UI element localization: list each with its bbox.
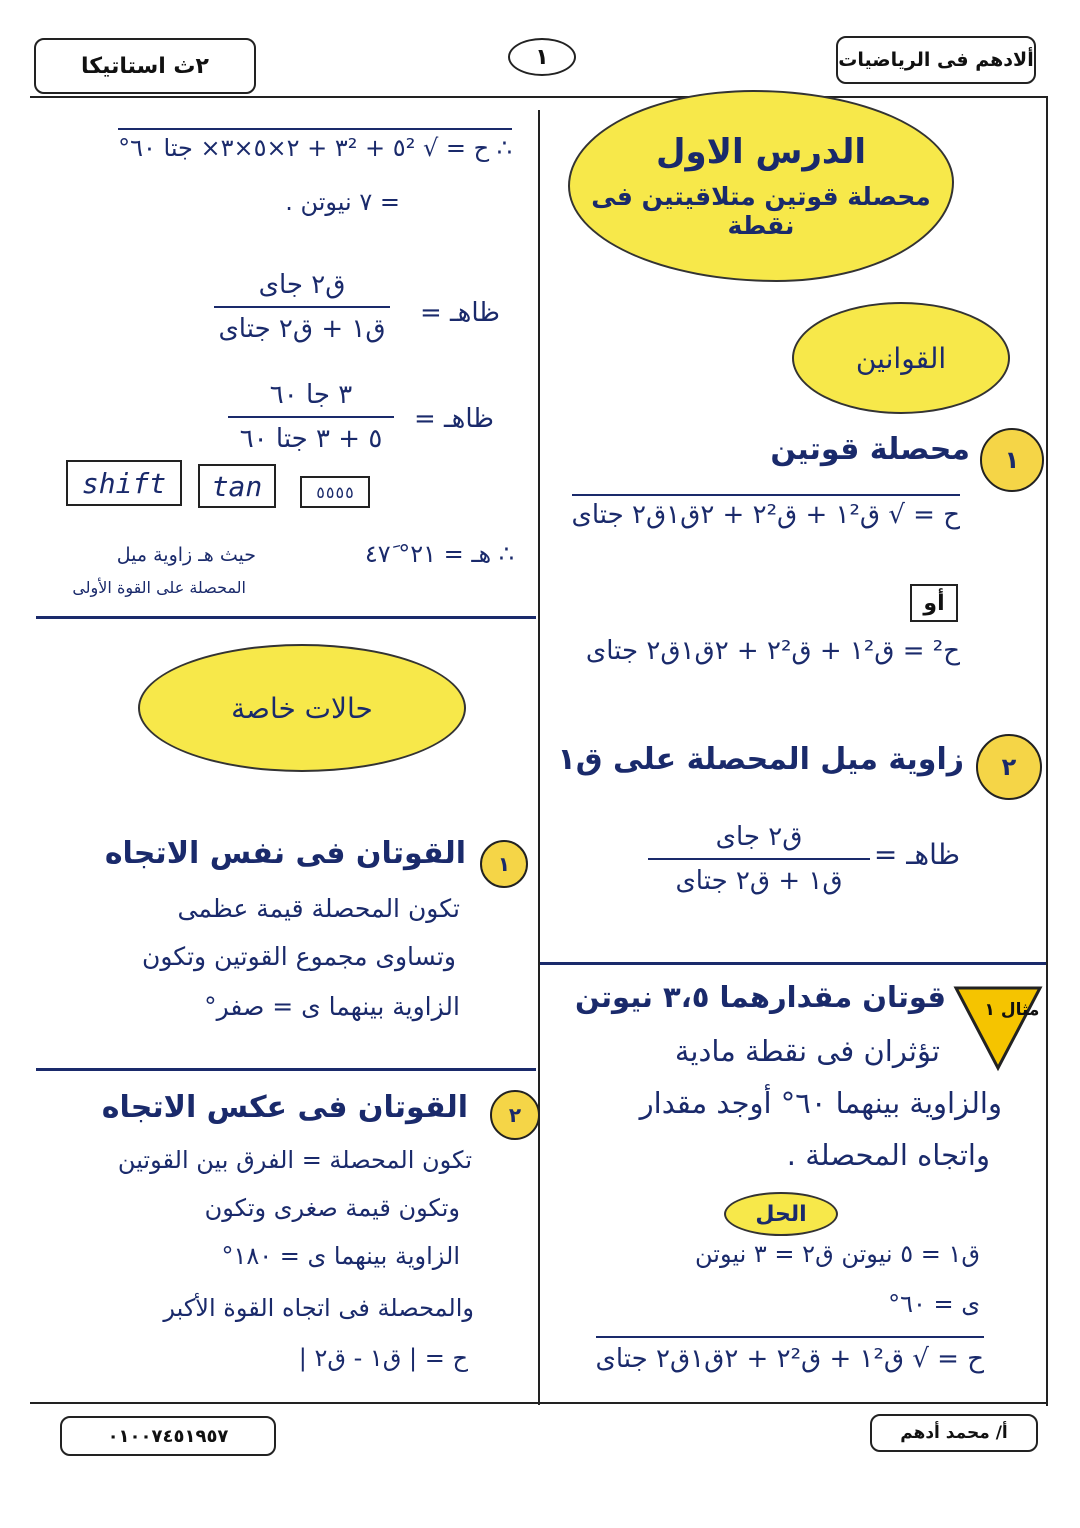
page-number-oval xyxy=(508,38,576,76)
law1-formula-squared: ح² = ق١² + ق٢² + ٢ق١ق٢ جتاى xyxy=(585,636,960,666)
law2-lhs: ظاهـ = xyxy=(873,838,960,871)
calc-line-1: ∴ ح = √ ٥² + ٣² + ٢×٥×٣× جتا ٦٠° xyxy=(118,128,512,162)
calc-numerator-2: ٣ جا ٦٠ xyxy=(269,380,353,410)
special-cases-label: حالات خاصة xyxy=(231,691,373,725)
example-line-3: والزاوية بينهما ٦٠° أوجد مقدار xyxy=(639,1086,1002,1120)
header-right-title: ألادهم فى الرياضيات xyxy=(838,49,1034,71)
center-divider xyxy=(538,110,540,1405)
example-line-2: تؤثران فى نقطة مادية xyxy=(674,1034,940,1068)
case2-line-1: تكون المحصلة = الفرق بين القوتين xyxy=(117,1146,472,1174)
laws-label: القوانين xyxy=(855,341,947,375)
example-badge-triangle xyxy=(952,982,1044,1072)
calc-result-note-1: حيث هـ زاوية ميل xyxy=(116,544,256,566)
laws-cloud xyxy=(792,302,1010,414)
example-formula: ح = √ ق١² + ق٢² + ٢ق١ق٢ جتاى xyxy=(596,1336,984,1374)
case2-line-5: ح = | ق١ - ق٢ | xyxy=(298,1344,468,1372)
example-line-4: واتجاه المحصلة . xyxy=(786,1138,990,1172)
case1-number: ١ xyxy=(480,840,528,888)
footer-author: أ/ محمد أدهم xyxy=(900,1423,1008,1443)
example-line-1: قوتان مقدارهما ٣،٥ نيوتن xyxy=(575,980,946,1014)
case2-number: ٢ xyxy=(490,1090,540,1140)
calc-result: ∴ هـ = ٢١° ٤٧َ xyxy=(364,540,514,568)
calc-denominator-2: ٥ + ٣ جتا ٦٠ xyxy=(239,424,383,454)
case2-line-4: والمحصلة فى اتجاه القوة الأكبر xyxy=(163,1294,474,1322)
solution-label: الحل xyxy=(724,1192,838,1236)
degree-key: ٥٥٥٥ xyxy=(300,476,370,508)
right-border xyxy=(1046,96,1048,1406)
law2-number: ٢ xyxy=(976,734,1042,800)
calc-numerator-1: ق٢ جاى xyxy=(258,270,346,300)
top-rule xyxy=(30,96,1048,98)
law2-denominator: ق١ + ق٢ جتاى xyxy=(675,866,843,896)
law2-fraction-bar xyxy=(648,858,870,860)
calc-fraction-1 xyxy=(214,270,390,344)
left-divider-2 xyxy=(36,1068,536,1071)
case1-line-1: تكون المحصلة قيمة عظمى xyxy=(177,894,460,923)
header-topic-box xyxy=(34,38,256,94)
law2-fraction xyxy=(648,822,870,896)
law2-title: زاوية ميل المحصلة على ق١ xyxy=(557,742,964,777)
case1-line-3: الزاوية بينهما ى = صفر° xyxy=(204,992,460,1021)
left-divider-1 xyxy=(36,616,536,619)
shift-key: shift xyxy=(66,460,182,506)
case1-line-2: وتساوى مجموع القوتين وتكون xyxy=(141,942,456,971)
lesson-title-cloud xyxy=(568,90,954,282)
case2-line-2: وتكون قيمة صغرى وتكون xyxy=(204,1194,460,1222)
header-subject-box xyxy=(836,36,1036,84)
law1-formula: ح = √ ق١² + ق٢² + ٢ق١ق٢ جتاى xyxy=(572,494,960,530)
example-given-1: ق١ = ٥ نيوتن ق٢ = ٣ نيوتن xyxy=(695,1240,980,1268)
or-box: أو xyxy=(910,584,958,622)
calc-lhs-2: ظاهـ = xyxy=(414,404,494,434)
law1-number: ١ xyxy=(980,428,1044,492)
law1-title: محصلة قوتين xyxy=(770,432,970,467)
bottom-rule xyxy=(30,1402,1048,1404)
footer-phone-box xyxy=(60,1416,276,1456)
tan-key: tan xyxy=(198,464,276,508)
calc-fraction-2 xyxy=(228,380,394,454)
example-badge: مثال ١ xyxy=(984,1000,1040,1020)
calc-result-note-2: المحصلة على القوة الأولى xyxy=(72,578,246,597)
case1-title: القوتان فى نفس الاتجاه xyxy=(104,836,466,871)
lesson-title: الدرس الاول xyxy=(656,132,866,172)
footer-phone: ٠١٠٠٧٤٥١٩٥٧ xyxy=(107,1425,229,1447)
right-divider-1 xyxy=(540,962,1046,965)
case2-line-3: الزاوية بينهما ى = ١٨٠° xyxy=(221,1242,460,1270)
footer-author-box xyxy=(870,1414,1038,1452)
calc-line-2: = ٧ نيوتن . xyxy=(285,188,400,216)
case2-title: القوتان فى عكس الاتجاه xyxy=(101,1090,468,1125)
example-given-2: ى = ٦٠° xyxy=(888,1290,980,1318)
calc-lhs-1: ظاهـ = xyxy=(420,298,500,328)
law2-numerator: ق٢ جاى xyxy=(715,822,803,852)
special-cases-cloud xyxy=(138,644,466,772)
page-number: ١ xyxy=(535,44,549,70)
calc-denominator-1: ق١ + ق٢ جتاى xyxy=(218,314,386,344)
header-left-title: ٢ث استاتيكا xyxy=(81,53,209,79)
lesson-subtitle: محصلة قوتين متلاقيتين فى نقطة xyxy=(591,182,931,240)
